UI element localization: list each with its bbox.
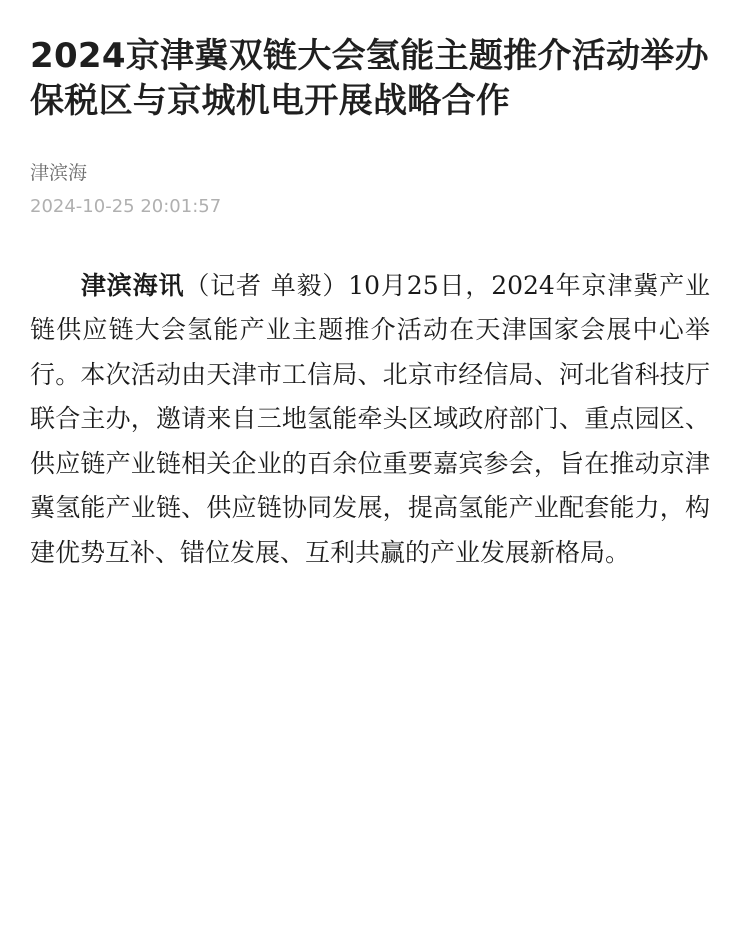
article-timestamp: 2024-10-25 20:01:57	[30, 195, 222, 217]
article-lede-prefix: 津滨海讯	[80, 270, 185, 300]
page-title: 2024京津冀双链大会氢能主题推介活动举办 保税区与京城机电开展战略合作	[30, 36, 709, 122]
article-body-text: （记者 单毅）10月25日，2024年京津冀产业链供应链大会氢能产业主题推介活动在天津国家会展中心举行。本次活动由天津市工信局、北京市经信局、河北省科技厅联合主办，邀请来自三地氢能牵头区域政府部门、重点园区、供应链产业链相关企业的百余位重要嘉宾参会，旨在推动京津冀氢能产业链、供应链协同发展，提高氢能产业配套能力，构建优势互补、错位发展、互利共赢的产业发展新格局。	[30, 270, 710, 567]
article-source: 津滨海	[30, 162, 88, 185]
article-body	[30, 264, 710, 576]
article-meta	[30, 158, 710, 219]
